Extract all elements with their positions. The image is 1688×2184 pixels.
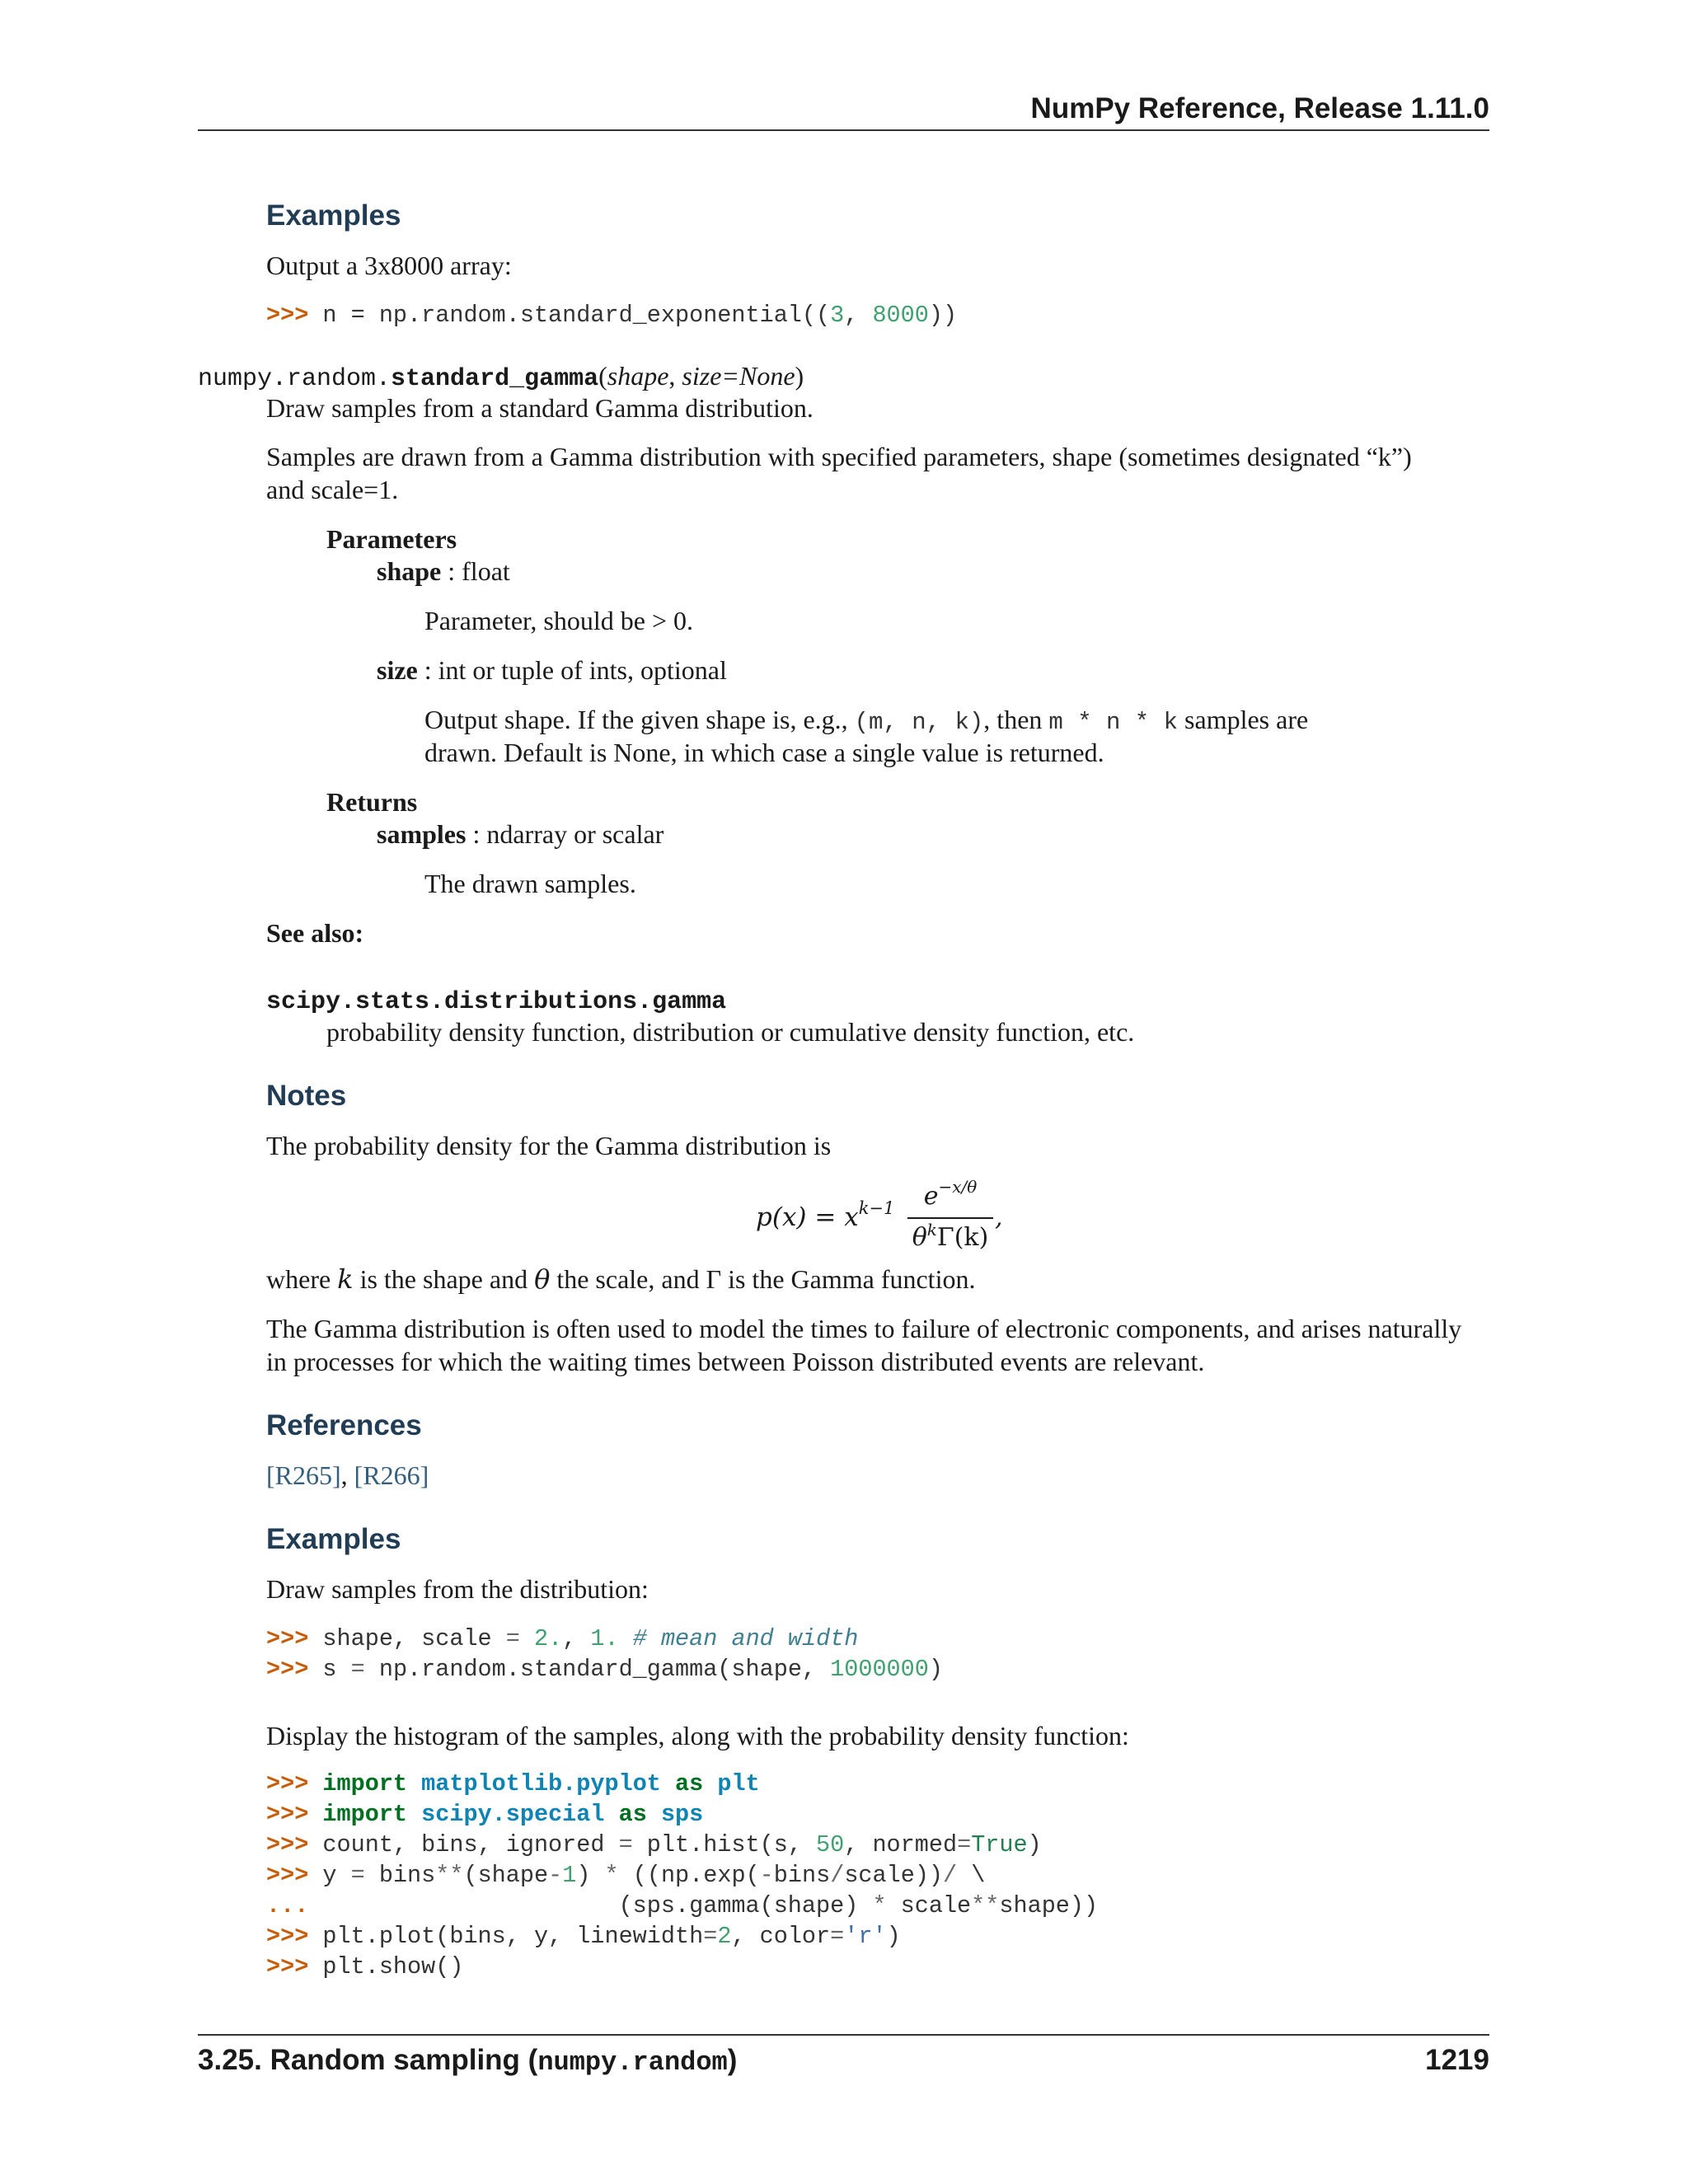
references-heading: References — [266, 1409, 422, 1441]
reference-link-r266[interactable]: [R266] — [354, 1460, 429, 1490]
param-shape-desc: Parameter, should be > 0. — [424, 606, 694, 635]
fraction-bar — [907, 1217, 993, 1219]
code-block-2: >>> import matplotlib.pyplot as plt >>> import scipy.special as sps >>> count, bins, ignored = plt.hist(s, 50, normed=True) >>> y = bins**(shape-1) * ((np.exp(-bins/scale))/ \ ... (sps.gamma(shape) * scale**shape)) >>> plt.plot(bins, y, linewidth=2, color='r') >>> plt.show() — [266, 1770, 1099, 1980]
footer-section: 3.25. Random sampling (numpy.random) — [198, 2044, 738, 2078]
param-size: size : int or tuple of ints, optional — [377, 655, 727, 685]
examples-intro-prev: Output a 3x8000 array: — [266, 251, 512, 280]
description-line-2: and scale=1. — [266, 475, 399, 504]
param-size-desc-2: drawn. Default is None, in which case a single value is returned. — [424, 738, 1104, 767]
return-samples-desc: The drawn samples. — [424, 869, 636, 898]
notes-paragraph-2: in processes for which the waiting times between Poisson distributed events are relevant. — [266, 1347, 1205, 1376]
references-list: [R265], [R266] — [266, 1460, 429, 1490]
see-also-desc: probability density function, distribution or cumulative density function, etc. — [326, 1017, 1135, 1047]
examples-heading-prev: Examples — [266, 199, 401, 232]
running-header: NumPy Reference, Release 1.11.0 — [1030, 92, 1489, 124]
examples-intro-2: Display the histogram of the samples, along with the probability density function: — [266, 1721, 1129, 1750]
notes-paragraph-1: The Gamma distribution is often used to model the times to failure of electronic components, and arises naturally — [266, 1314, 1462, 1343]
code-block-prev: >>> n = np.random.standard_exponential((3, 8000)) — [266, 302, 958, 329]
page-number: 1219 — [1425, 2044, 1489, 2076]
return-samples: samples : ndarray or scalar — [377, 819, 664, 849]
reference-link-r265[interactable]: [R265] — [266, 1460, 341, 1490]
code-prompt: >>> — [266, 302, 309, 329]
examples-heading: Examples — [266, 1523, 401, 1555]
examples-intro-1: Draw samples from the distribution: — [266, 1574, 649, 1604]
footer-rule — [198, 2034, 1489, 2036]
header-rule — [198, 129, 1489, 131]
parameters-label: Parameters — [326, 524, 457, 554]
notes-intro: The probability density for the Gamma distribution is — [266, 1131, 832, 1160]
see-also-label: See also: — [266, 918, 364, 948]
function-name: standard_gamma — [391, 365, 599, 393]
function-summary: Draw samples from a standard Gamma distribution. — [266, 393, 814, 423]
param-shape: shape : float — [377, 556, 510, 586]
code-block-1: >>> shape, scale = 2., 1. # mean and width >>> s = np.random.standard_gamma(shape, 1000000) — [266, 1625, 943, 1683]
description-line-1: Samples are drawn from a Gamma distribution with specified parameters, shape (sometimes designated “k”) — [266, 442, 1412, 471]
notes-heading: Notes — [266, 1080, 347, 1112]
notes-where: where k is the shape and θ the scale, and Γ is the Gamma function. — [266, 1263, 976, 1295]
see-also-link[interactable]: scipy.stats.distributions.gamma — [266, 988, 727, 1016]
gamma-pdf-formula: $p(x) = x^{k-1}$ $e^{-x/\theta}$ $\theta^k\Gamma(k)$ , — [756, 1177, 1003, 1252]
returns-label: Returns — [326, 787, 418, 817]
function-signature: numpy.random.standard_gamma(shape, size=None) — [198, 361, 804, 393]
param-size-desc-1: Output shape. If the given shape is, e.g., (m, n, k), then m * n * k samples are — [424, 705, 1309, 736]
